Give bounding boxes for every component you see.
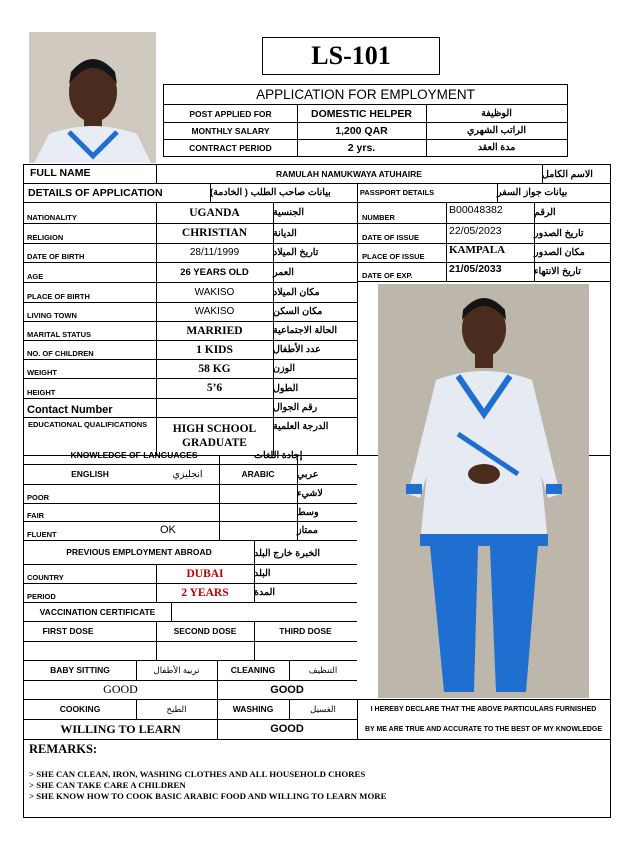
declaration-line2: BY ME ARE TRUE AND ACCURATE TO THE BEST OF MY KNOWLEDGE xyxy=(364,725,603,733)
education-value: HIGH SCHOOL GRADUATE xyxy=(172,423,257,449)
poor-ar: لاشيء xyxy=(297,488,323,499)
living-town-value: WAKISO xyxy=(194,306,235,317)
birthplace-ar: مكان الميلاد xyxy=(273,286,320,298)
fair-ar: وسط xyxy=(297,506,319,518)
contact-value xyxy=(156,398,273,417)
religion-label: RELIGION xyxy=(27,233,64,242)
passport-number-ar: الرقم xyxy=(534,207,556,218)
employment-title: PREVIOUS EMPLOYMENT ABROAD xyxy=(66,547,212,557)
cooking-ar: الطبخ xyxy=(166,703,187,714)
employment-title-ar: الخبرة خارج البلد xyxy=(254,547,321,559)
height-value: 5’6 xyxy=(206,382,223,394)
issue-place-label: PLACE OF ISSUE xyxy=(362,252,425,261)
declaration-line1: I HEREBY DECLARE THAT THE ABOVE PARTICULARS FURNISHED xyxy=(370,705,597,713)
headshot-photo xyxy=(29,32,156,163)
remark-item: > SHE KNOW HOW TO COOK BASIC ARABIC FOOD AND WILLING TO LEARN MORE xyxy=(29,791,387,801)
languages-title: KNOWLEDGE OF LANGUAGES xyxy=(70,450,198,460)
marital-value: MARRIED xyxy=(186,324,243,337)
issue-place-value: KAMPALA xyxy=(449,244,506,256)
vaccination-title: VACCINATION CERTIFICATE xyxy=(39,606,156,617)
exp-date-value: 21/05/2033 xyxy=(449,263,502,275)
details-ar: بيانات صاحب الطلب ( الخادمة) xyxy=(210,187,331,198)
washing-value: GOOD xyxy=(270,723,304,735)
contract-ar: مدة العقد xyxy=(477,142,516,153)
education-label: EDUCATIONAL QUALIFICATIONS xyxy=(28,420,148,429)
headshot-illustration xyxy=(29,32,156,163)
nationality-ar: الجنسية xyxy=(273,207,304,218)
fair-label: FAIR xyxy=(27,511,45,520)
country-value: DUBAI xyxy=(186,567,224,580)
marital-label: MARITAL STATUS xyxy=(27,330,92,339)
religion-ar: الديانة xyxy=(273,227,297,239)
birthplace-value: WAKISO xyxy=(194,286,235,298)
issue-place-ar: مكان الصدور xyxy=(534,247,585,258)
contact-label: Contact Number xyxy=(27,404,113,416)
remarks-title: REMARKS: xyxy=(29,742,98,756)
full-name-value: RAMULAH NAMUKWAYA ATUHAIRE xyxy=(276,169,422,179)
passport-details-ar: بيانات جواز السفر xyxy=(497,187,568,198)
education-ar: الدرجة العلمية xyxy=(273,420,329,432)
weight-value: 58 KG xyxy=(198,362,231,375)
contact-ar: رقم الجوال xyxy=(273,402,318,413)
age-label: AGE xyxy=(27,272,44,281)
age-value: 26 YEARS OLD xyxy=(180,266,249,278)
birthplace-label: PLACE OF BIRTH xyxy=(27,292,90,301)
washing-ar: الغسيل xyxy=(310,703,336,714)
english-header: ENGLISH xyxy=(71,469,109,479)
issue-date-ar: تاريخ الصدور xyxy=(534,227,584,239)
post-value: DOMESTIC HELPER xyxy=(311,107,412,120)
country-ar: البلد xyxy=(254,568,271,579)
full-name-ar: الاسم الكامل xyxy=(542,168,593,180)
age-ar: العمر xyxy=(273,266,294,278)
country-label: COUNTRY xyxy=(27,573,64,582)
cooking-value: WILLING TO LEARN xyxy=(60,721,181,736)
cooking-label: COOKING xyxy=(59,704,101,714)
dob-label: DATE OF BIRTH xyxy=(27,252,85,261)
remark-item: > SHE CAN TAKE CARE A CHILDREN xyxy=(29,780,186,790)
religion-value: CHRISTIAN xyxy=(181,227,248,239)
nationality-label: NATIONALITY xyxy=(27,213,77,222)
post-ar: الوظيفة xyxy=(481,108,512,119)
contract-label: CONTRACT PERIOD xyxy=(189,142,272,153)
form-title: APPLICATION FOR EMPLOYMENT xyxy=(163,84,568,105)
remarks-list xyxy=(29,769,387,802)
height-ar: الطول xyxy=(273,382,299,394)
header-table xyxy=(163,104,568,157)
languages-title-ar: إجادة اللغات xyxy=(254,449,303,461)
height-label: HEIGHT xyxy=(27,388,56,397)
baby-sitting-value: GOOD xyxy=(103,682,138,696)
post-label: POST APPLIED FOR xyxy=(189,108,272,119)
washing-label: WASHING xyxy=(232,704,274,714)
children-ar: عدد الأطفال xyxy=(273,344,321,355)
salary-ar: الراتب الشهري xyxy=(466,125,527,136)
full-body-photo xyxy=(378,284,589,698)
main-form xyxy=(23,164,611,818)
full-body-illustration xyxy=(378,284,589,698)
first-dose-label: FIRST DOSE xyxy=(42,626,94,636)
nationality-value: UGANDA xyxy=(189,206,240,219)
issue-date-value: 22/05/2023 xyxy=(449,225,502,237)
cleaning-value: GOOD xyxy=(270,683,304,696)
dob-value: 28/11/1999 xyxy=(189,247,240,258)
poor-label: POOR xyxy=(27,493,50,502)
period-ar: المدة xyxy=(254,587,275,598)
cleaning-label: CLEANING xyxy=(230,665,276,675)
children-label: NO. OF CHILDREN xyxy=(27,349,94,358)
fluent-label: FLUENT xyxy=(27,530,57,539)
living-town-label: LIVING TOWN xyxy=(27,311,77,320)
ref-code: LS-101 xyxy=(262,37,440,75)
arabic-header-ar: عربي xyxy=(297,468,319,480)
cleaning-ar: التنظيف xyxy=(308,664,338,675)
baby-sitting-label: BABY SITTING xyxy=(50,665,110,675)
exp-date-label: DATE OF EXP. xyxy=(362,271,413,280)
details-label: DETAILS OF APPLICATION xyxy=(28,187,163,199)
issue-date-label: DATE OF ISSUE xyxy=(362,233,419,242)
children-value: 1 KIDS xyxy=(196,343,233,356)
third-dose-label: THIRD DOSE xyxy=(279,626,332,636)
period-value: 2 YEARS xyxy=(181,586,229,599)
weight-ar: الوزن xyxy=(273,363,296,374)
contract-value: 2 yrs. xyxy=(347,141,376,154)
passport-number-label: NUMBER xyxy=(362,213,395,222)
passport-number-value: B00048382 xyxy=(449,204,503,216)
english-header-ar: انجليزي xyxy=(172,468,203,480)
dob-ar: تاريخ الميلاد xyxy=(273,247,319,258)
passport-details-label: PASSPORT DETAILS xyxy=(359,188,435,197)
baby-sitting-ar: تربية الأطفال xyxy=(153,664,200,675)
salary-label: MONTHLY SALARY xyxy=(191,125,270,136)
living-town-ar: مكان السكن xyxy=(273,306,323,317)
arabic-header: ARABIC xyxy=(241,469,275,479)
marital-ar: الحالة الاجتماعية xyxy=(273,325,337,336)
fluent-ar: ممتاز xyxy=(297,525,318,536)
remark-item: > SHE CAN CLEAN, IRON, WASHING CLOTHES AND ALL HOUSEHOLD CHORES xyxy=(29,769,366,779)
period-label: PERIOD xyxy=(27,592,56,601)
salary-value: 1,200 QAR xyxy=(335,124,388,137)
second-dose-label: SECOND DOSE xyxy=(173,626,237,636)
exp-date-ar: تاريخ الانتهاء xyxy=(534,266,581,277)
full-name-label: FULL NAME xyxy=(30,167,91,179)
fluent-english-value: OK xyxy=(160,524,176,536)
weight-label: WEIGHT xyxy=(27,368,57,377)
